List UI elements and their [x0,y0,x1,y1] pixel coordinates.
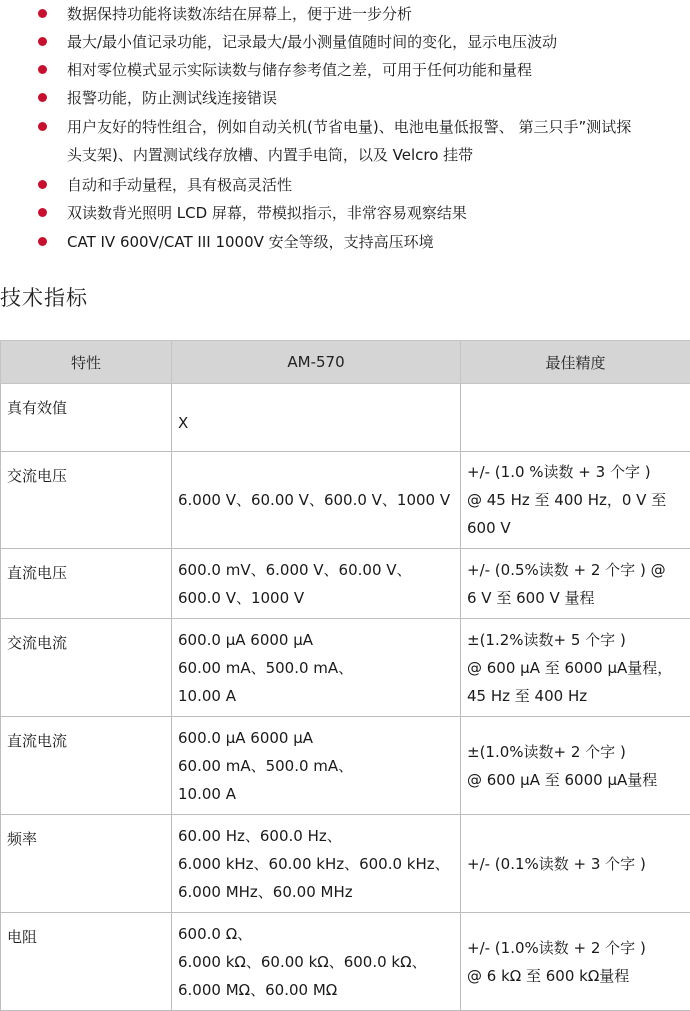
bullet-icon [38,65,47,74]
feature-item [38,228,683,256]
row-name: 直流电压 [1,549,172,619]
header-accuracy: 最佳精度 [461,341,690,384]
feature-text: 用户友好的特性组合，例如自动关机(节省电量)、电池电量低报警、 第三只手”测试探 头支架)、内置测试线存放槽、内置手电筒，以及 Velcro 挂带 [67,113,683,169]
table-row [1,549,690,619]
feature-item [38,84,683,112]
table-header-row [1,341,690,384]
table-row [1,619,690,717]
feature-text: CAT IV 600V/CAT III 1000V 安全等级，支持高压环境 [67,228,683,256]
bullet-icon [38,237,47,246]
row-name: 交流电压 [1,452,172,549]
row-accuracy: +/- (0.1%读数 + 3 个字 ) [461,815,690,913]
bullet-icon [38,180,47,189]
table-row [1,384,690,452]
feature-text: 报警功能，防止测试线连接错误 [67,84,683,112]
bullet-icon [38,93,47,102]
row-value: 600.0 μA 6000 μA 60.00 mA、500.0 mA、 10.00 A [172,619,461,717]
table-row [1,913,690,1011]
feature-text: 最大/最小值记录功能，记录最大/最小测量值随时间的变化，显示电压波动 [67,28,683,56]
feature-text: 相对零位模式显示实际读数与储存参考值之差，可用于任何功能和量程 [67,56,683,84]
feature-text: 双读数背光照明 LCD 屏幕，带模拟指示，非常容易观察结果 [67,199,683,227]
feature-item [38,113,683,169]
bullet-icon [38,208,47,217]
bullet-icon [38,9,47,18]
table-row [1,717,690,815]
row-accuracy: +/- (0.5%读数 + 2 个字 ) @ 6 V 至 600 V 量程 [461,549,690,619]
table-row [1,815,690,913]
row-value: X [172,384,461,452]
row-accuracy: ±(1.2%读数+ 5 个字 ) @ 600 μA 至 6000 μA量程， 45 Hz 至 400 Hz [461,619,690,717]
feature-text: 数据保持功能将读数冻结在屏幕上，便于进一步分析 [67,0,683,28]
header-model: AM-570 [172,341,461,384]
row-value: 60.00 Hz、600.0 Hz、 6.000 kHz、60.00 kHz、600.0 kHz、 6.000 MHz、60.00 MHz [172,815,461,913]
row-name: 真有效值 [1,384,172,452]
spec-table [0,340,690,1011]
row-value: 600.0 Ω、 6.000 kΩ、60.00 kΩ、600.0 kΩ、 6.000 MΩ、60.00 MΩ [172,913,461,1011]
row-accuracy: ±(1.0%读数+ 2 个字 ) @ 600 μA 至 6000 μA量程 [461,717,690,815]
row-value: 6.000 V、60.00 V、600.0 V、1000 V [172,452,461,549]
feature-item [38,199,683,227]
bullet-icon [38,122,47,131]
feature-item [38,171,683,199]
row-accuracy [461,384,690,452]
feature-text: 自动和手动量程，具有极高灵活性 [67,171,683,199]
feature-item [38,28,683,56]
row-value: 600.0 mV、6.000 V、60.00 V、 600.0 V、1000 V [172,549,461,619]
feature-item [38,0,683,28]
row-name: 交流电流 [1,619,172,717]
row-value: 600.0 μA 6000 μA 60.00 mA、500.0 mA、 10.00 A [172,717,461,815]
row-name: 频率 [1,815,172,913]
feature-item [38,56,683,84]
section-title: 技术指标 [0,282,88,312]
row-accuracy: +/- (1.0 %读数 + 3 个字 ) @ 45 Hz 至 400 Hz，0 V 至 600 V [461,452,690,549]
header-feature: 特性 [1,341,172,384]
table-row [1,452,690,549]
row-name: 直流电流 [1,717,172,815]
row-name: 电阻 [1,913,172,1011]
row-accuracy: +/- (1.0%读数 + 2 个字 ) @ 6 kΩ 至 600 kΩ量程 [461,913,690,1011]
bullet-icon [38,37,47,46]
